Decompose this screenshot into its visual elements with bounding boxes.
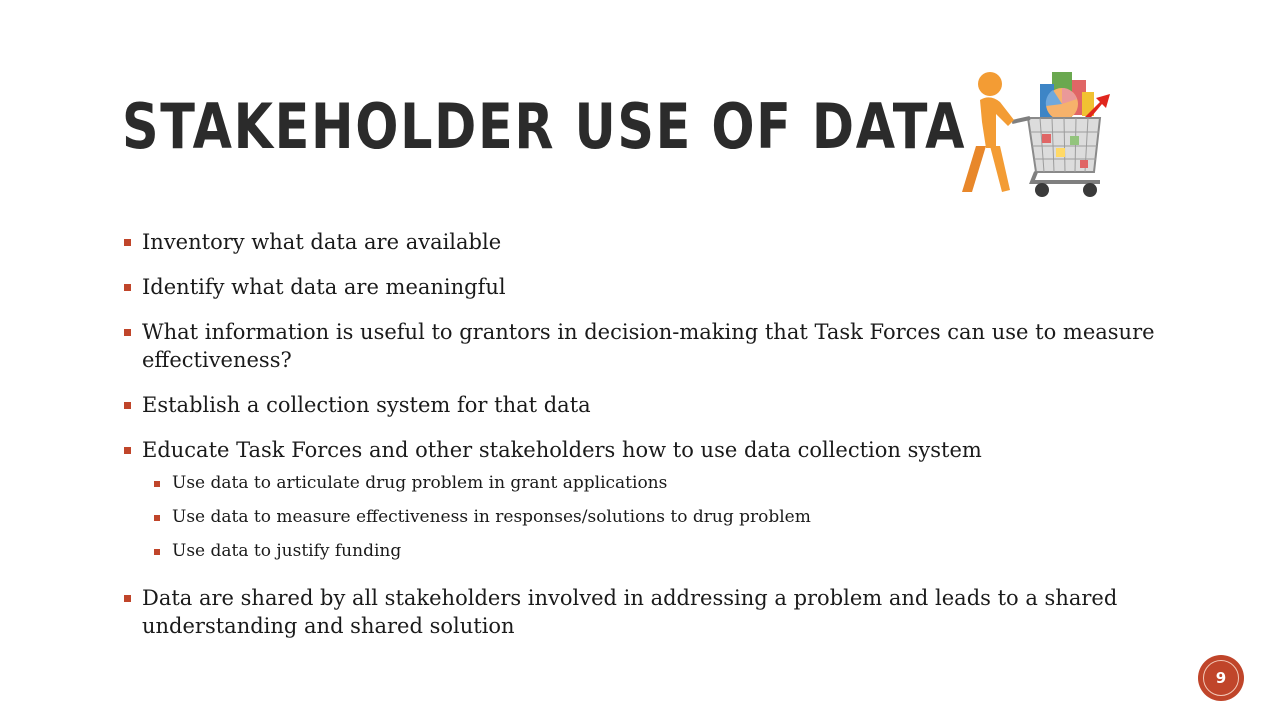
bullet-text: Inventory what data are available bbox=[142, 230, 502, 254]
bullet-text: Identify what data are meaningful bbox=[142, 275, 506, 299]
bullet-list bbox=[122, 228, 1162, 657]
sub-bullet-item bbox=[152, 472, 1162, 494]
square-bullet-icon bbox=[124, 284, 131, 291]
slide-title: STAKEHOLDER USE OF DATA bbox=[122, 90, 967, 163]
page-number-badge bbox=[1198, 655, 1244, 701]
sub-bullet-item bbox=[152, 506, 1162, 528]
square-bullet-icon bbox=[154, 481, 160, 487]
square-bullet-icon bbox=[124, 402, 131, 409]
bullet-text: What information is useful to grantors in decision-making that Task Forces can use to measure effectiveness? bbox=[142, 320, 1155, 372]
sub-bullet-text: Use data to articulate drug problem in grant applications bbox=[172, 473, 668, 493]
person-pushing-shopping-cart-with-charts-icon bbox=[950, 62, 1120, 207]
sub-bullet-item bbox=[152, 540, 1162, 562]
sub-bullet-text: Use data to justify funding bbox=[172, 541, 402, 561]
square-bullet-icon bbox=[124, 239, 131, 246]
square-bullet-icon bbox=[124, 595, 131, 602]
bullet-text: Educate Task Forces and other stakeholders how to use data collection system bbox=[142, 438, 982, 462]
bullet-item bbox=[122, 584, 1162, 640]
sub-bullet-text: Use data to measure effectiveness in responses/solutions to drug problem bbox=[172, 507, 811, 527]
bullet-item bbox=[122, 273, 1162, 301]
bullet-text: Data are shared by all stakeholders involved in addressing a problem and leads to a shared understanding and shared solution bbox=[142, 586, 1118, 638]
square-bullet-icon bbox=[124, 447, 131, 454]
page-number-ring bbox=[1203, 660, 1239, 696]
bullet-item bbox=[122, 318, 1162, 374]
square-bullet-icon bbox=[124, 329, 131, 336]
bullet-item bbox=[122, 391, 1162, 419]
square-bullet-icon bbox=[154, 515, 160, 521]
bullet-item bbox=[122, 228, 1162, 256]
bullet-item bbox=[122, 436, 1162, 464]
page-number: 9 bbox=[1215, 669, 1227, 687]
square-bullet-icon bbox=[154, 549, 160, 555]
bullet-text: Establish a collection system for that data bbox=[142, 393, 591, 417]
